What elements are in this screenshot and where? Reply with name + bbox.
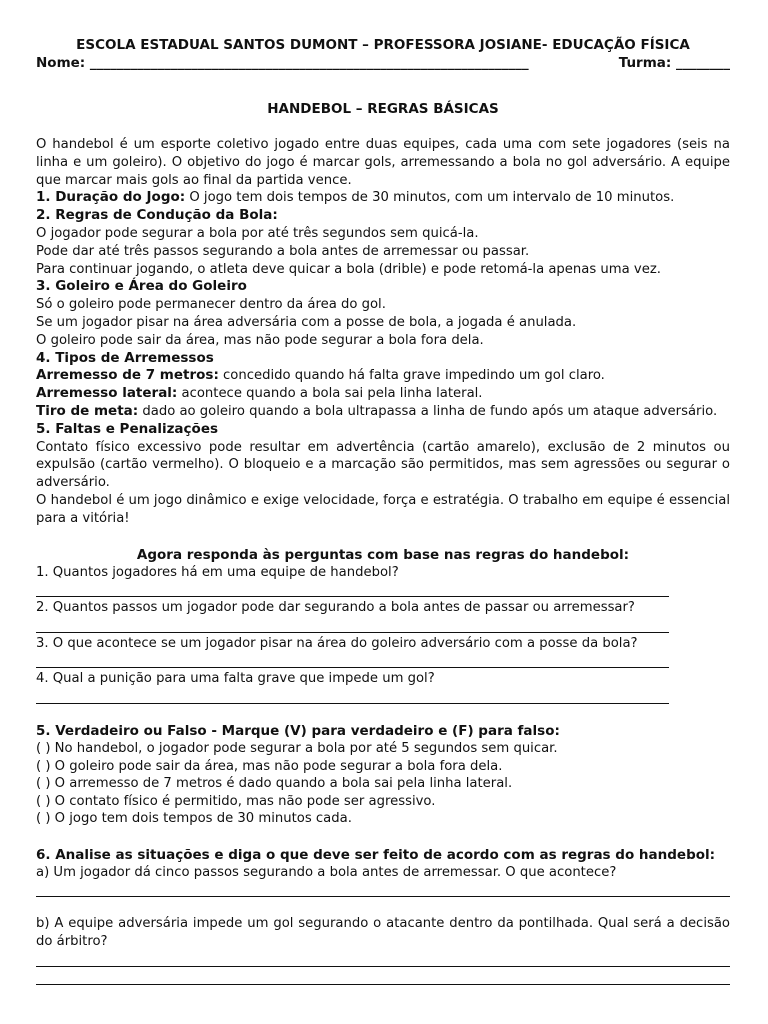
question-text: 4. Qual a punição para uma falta grave que impede um gol? [36, 671, 435, 687]
question-block [36, 564, 730, 598]
throw-item [36, 385, 730, 403]
throw-text: acontece quando a bola sai pela linha lateral. [177, 386, 483, 402]
question-block [36, 599, 730, 633]
answer-line[interactable] [36, 969, 730, 985]
section-goalkeeper-line: O goleiro pode sair da área, mas não pode segurar a bola fora dela. [36, 332, 484, 348]
true-false-item[interactable]: ( ) No handebol, o jogador pode segurar a bola por até 5 segundos sem quicar. [36, 740, 558, 756]
class-field[interactable]: Turma: ________ [618, 55, 730, 71]
answer-line[interactable] [36, 881, 730, 897]
rules-text [36, 136, 730, 528]
worksheet-page [36, 32, 730, 987]
section-duration-title: 1. Duração do Jogo: [36, 189, 186, 206]
school-header: ESCOLA ESTADUAL SANTOS DUMONT – PROFESSORA JOSIANE- EDUCAÇÃO FÍSICA [76, 37, 690, 53]
true-false-item[interactable]: ( ) O arremesso de 7 metros é dado quando a bola sai pela linha lateral. [36, 776, 513, 792]
questions-heading: Agora responda às perguntas com base nas regras do handebol: [136, 546, 630, 563]
answer-line[interactable] [36, 617, 669, 633]
throw-text: concedido quando há falta grave impedindo um gol claro. [218, 368, 605, 384]
throw-term: Arremesso lateral: [36, 385, 178, 402]
section-ball-line: O jogador pode segurar a bola por até três segundos sem quicá-la. [36, 225, 479, 241]
section-ball-line: Pode dar até três passos segurando a bola antes de arremessar ou passar. [36, 243, 530, 259]
section-goalkeeper-title: 3. Goleiro e Área do Goleiro [36, 278, 247, 295]
question-text: 3. O que acontece se um jogador pisar na área do goleiro adversário com a posse da bola? [36, 635, 638, 651]
true-false-item[interactable]: ( ) O goleiro pode sair da área, mas não pode segurar a bola fora dela. [36, 758, 503, 774]
name-field[interactable]: Nome: _________________________________________________________________ [36, 55, 529, 71]
closing-paragraph: O handebol é um jogo dinâmico e exige velocidade, força e estratégia. O trabalho em equipe é essencial para a vitória! [36, 492, 730, 526]
throw-term: Arremesso de 7 metros: [36, 367, 219, 384]
section-fouls-title: 5. Faltas e Penalizações [36, 420, 219, 437]
throw-text: dado ao goleiro quando a bola ultrapassa a linha de fundo após um ataque adversário. [138, 403, 718, 419]
intro-paragraph: O handebol é um esporte coletivo jogado entre duas equipes, cada uma com sete jogadores (seis na linha e um goleiro). O objetivo do jogo é marcar gols, arremessando a bola no gol adversário. A equipe que marcar mais gols ao final da partida vence. [36, 137, 730, 188]
section-duration [36, 189, 730, 207]
page-title: HANDEBOL – REGRAS BÁSICAS [267, 101, 499, 117]
question-block [36, 635, 730, 669]
throw-item [36, 403, 730, 421]
section-goalkeeper-line: Se um jogador pisar na área adversária com a posse de bola, a jogada é anulada. [36, 314, 577, 330]
section-fouls-text: Contato físico excessivo pode resultar em advertência (cartão amarelo), exclusão de 2 minutos ou expulsão (cartão vermelho). O bloqueio e a marcação são permitidos, mas sem agressões ou segurar o adversário. [36, 439, 730, 491]
answer-line[interactable] [36, 951, 730, 967]
true-false-item[interactable]: ( ) O jogo tem dois tempos de 30 minutos cada. [36, 811, 352, 827]
name-row [36, 54, 730, 72]
situation-b: b) A equipe adversária impede um gol segurando o atacante dentro da pontilhada. Qual será a decisão do árbitro? [36, 916, 730, 950]
answer-line[interactable] [36, 581, 669, 597]
true-false-item[interactable]: ( ) O contato físico é permitido, mas não pode ser agressivo. [36, 793, 436, 809]
section-goalkeeper-line: Só o goleiro pode permanecer dentro da área do gol. [36, 297, 386, 313]
situations-heading: 6. Analise as situações e diga o que deve ser feito de acordo com as regras do handebol: [36, 846, 716, 863]
question-text: 2. Quantos passos um jogador pode dar segurando a bola antes de passar ou arremessar? [36, 600, 635, 616]
question-text: 1. Quantos jogadores há em uma equipe de handebol? [36, 564, 399, 580]
throw-term: Tiro de meta: [36, 402, 139, 419]
situation-a: a) Um jogador dá cinco passos segurando a bola antes de arremessar. O que acontece? [36, 864, 617, 880]
section-duration-text: O jogo tem dois tempos de 30 minutos, com um intervalo de 10 minutos. [185, 190, 675, 206]
throw-item [36, 367, 730, 385]
section-ball-title: 2. Regras de Condução da Bola: [36, 207, 278, 224]
answer-line[interactable] [36, 652, 669, 668]
section-ball-line: Para continuar jogando, o atleta deve quicar a bola (drible) e pode retomá-la apenas uma vez. [36, 261, 661, 277]
question-block [36, 670, 730, 704]
true-false-heading: 5. Verdadeiro ou Falso - Marque (V) para verdadeiro e (F) para falso: [36, 722, 560, 739]
answer-line[interactable] [36, 688, 669, 704]
section-throws-title: 4. Tipos de Arremessos [36, 349, 214, 366]
